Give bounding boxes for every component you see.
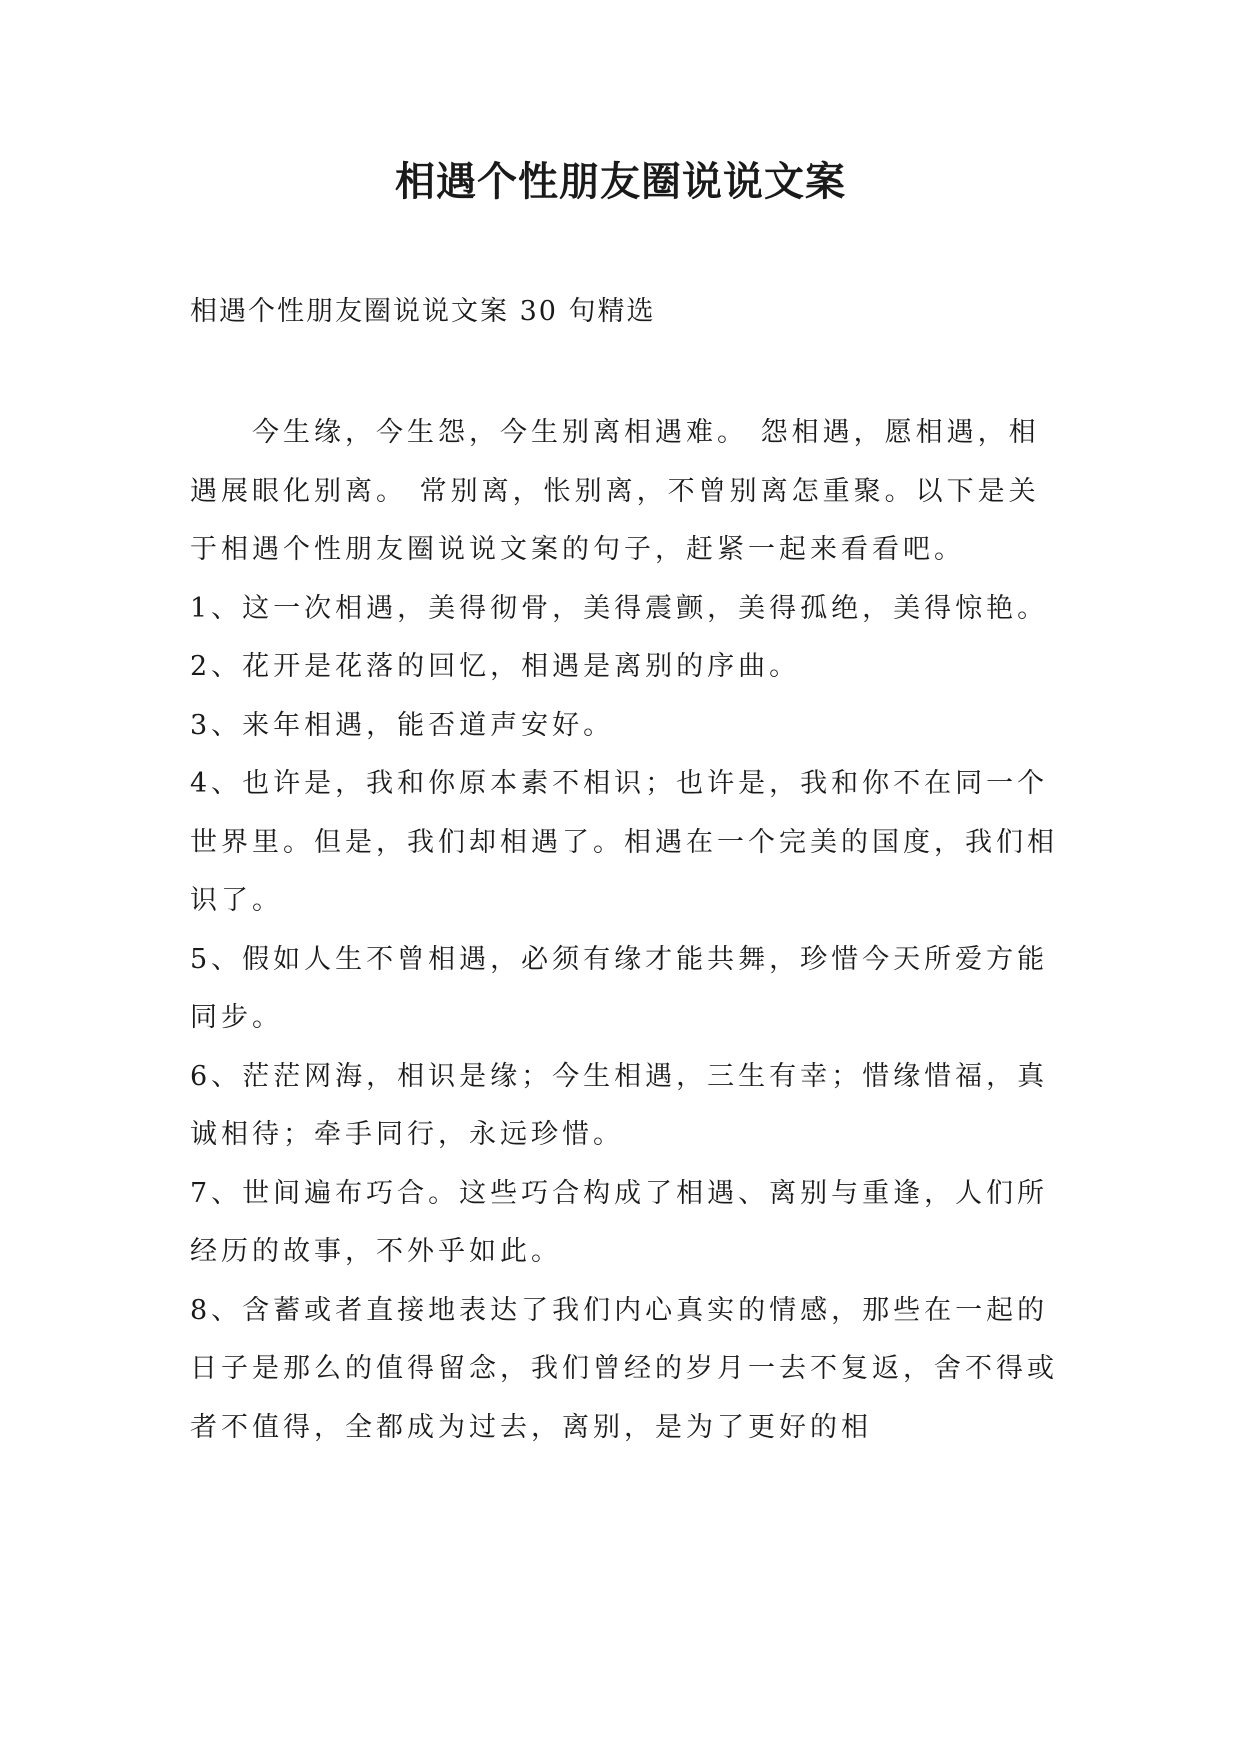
- list-item: 1、这一次相遇，美得彻骨，美得震颤，美得孤绝，美得惊艳。: [190, 592, 1049, 624]
- list-item: 6、茫茫网海，相识是缘；今生相遇，三生有幸；惜缘惜福，真诚相待；牵手同行，永远珍惜。: [190, 1060, 1049, 1150]
- document-title: 相遇个性朋友圈说说文案: [395, 158, 846, 205]
- list-item: 8、含蓄或者直接地表达了我们内心真实的情感，那些在一起的日子是那么的值得留念，我们曾经的岁月一去不复返，舍不得或者不值得，全都成为过去，离别，是为了更好的相: [190, 1294, 1058, 1443]
- list-item: 7、世间遍布巧合。这些巧合构成了相遇、离别与重逢，人们所经历的故事，不外乎如此。: [190, 1177, 1049, 1267]
- list-item: 3、来年相遇，能否道声安好。: [190, 709, 615, 741]
- document-body: [190, 404, 1070, 1457]
- document-subtitle: 相遇个性朋友圈说说文案 30 句精选: [190, 296, 656, 327]
- list-item: 5、假如人生不曾相遇，必须有缘才能共舞，珍惜今天所爱方能同步。: [190, 943, 1049, 1033]
- intro-paragraph: 今生缘，今生怨，今生别离相遇难。 怨相遇，愿相遇，相遇展眼化别离。 常别离，怅别离，不曾别离怎重聚。以下是关于相遇个性朋友圈说说文案的句子，赶紧一起来看看吧。: [190, 417, 1040, 565]
- list-item: 2、花开是花落的回忆，相遇是离别的序曲。: [190, 651, 801, 682]
- list-item: 4、也许是，我和你原本素不相识；也许是，我和你不在同一个世界里。但是，我们却相遇了。相遇在一个完美的国度，我们相识了。: [190, 768, 1058, 916]
